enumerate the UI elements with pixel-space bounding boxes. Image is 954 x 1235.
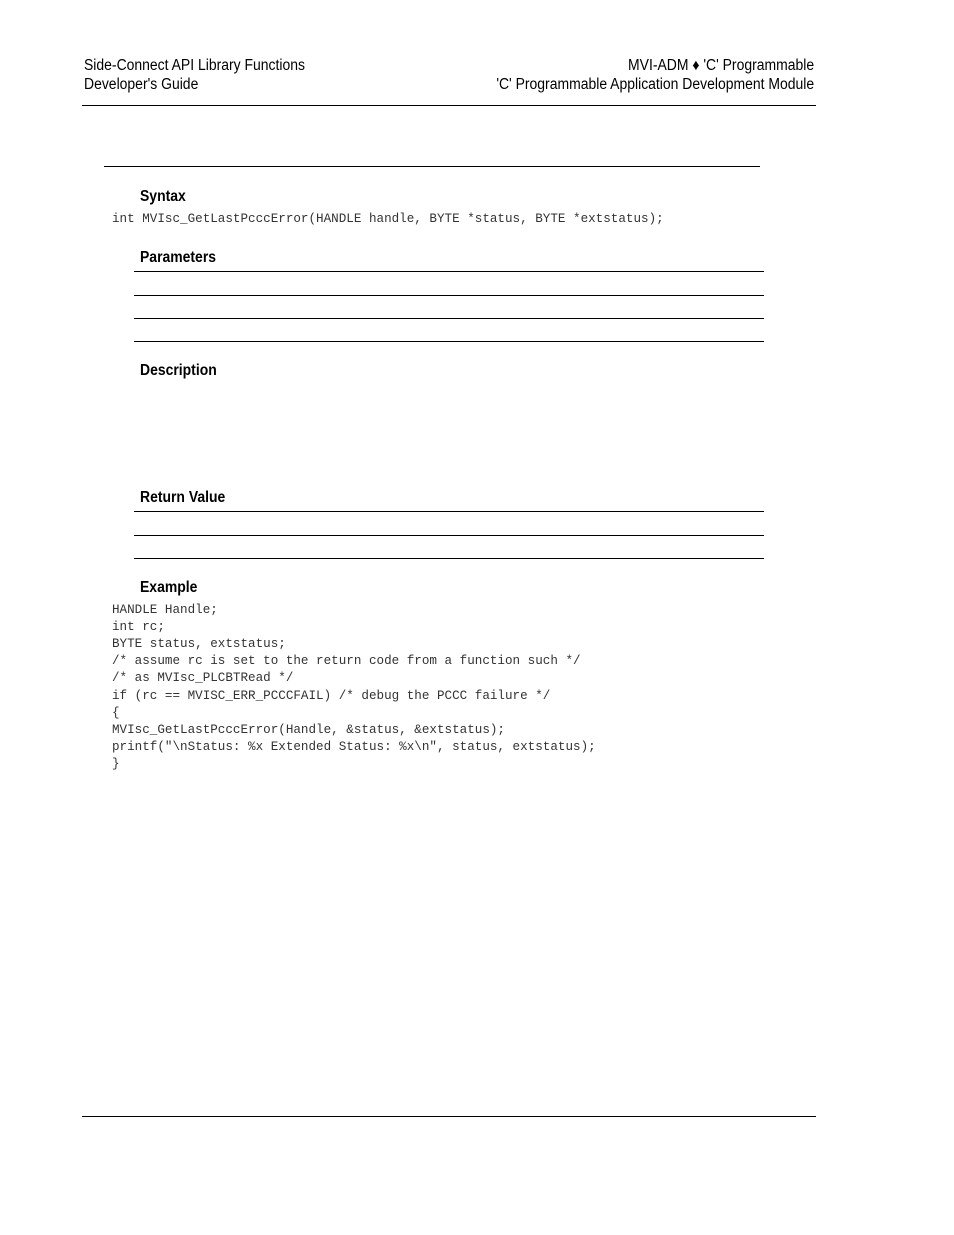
description-heading: Description (140, 362, 217, 379)
example-code-line: BYTE status, extstatus; (112, 637, 286, 651)
header-product-description: 'C' Programmable Application Development Module (496, 76, 814, 93)
return-value-heading: Return Value (140, 489, 226, 506)
example-heading: Example (140, 579, 198, 596)
header-divider (82, 105, 816, 106)
example-code-line: HANDLE Handle; (112, 603, 218, 617)
example-code-line: { (112, 706, 120, 720)
example-code-line: MVIsc_GetLastPcccError(Handle, &status, &extstatus); (112, 723, 505, 737)
example-code-line: printf("\nStatus: %x Extended Status: %x\n", status, extstatus); (112, 740, 596, 754)
function-heading-rule (104, 166, 760, 167)
return-value-table-rule (134, 535, 764, 536)
example-code-line: int rc; (112, 620, 165, 634)
syntax-code: int MVIsc_GetLastPcccError(HANDLE handle, BYTE *status, BYTE *extstatus); (112, 212, 664, 226)
syntax-heading: Syntax (140, 188, 186, 205)
parameters-table-rule (134, 318, 764, 319)
parameters-table-rule (134, 271, 764, 272)
page-header-right (496, 56, 814, 94)
header-doc-title: Side-Connect API Library Functions (84, 57, 305, 74)
return-value-table-rule (134, 558, 764, 559)
header-product-name: MVI-ADM ♦ 'C' Programmable (627, 57, 814, 74)
parameters-table-rule (134, 295, 764, 296)
parameters-table-rule (134, 341, 764, 342)
return-value-table-rule (134, 511, 764, 512)
example-code-line: /* as MVIsc_PLCBTRead */ (112, 671, 294, 685)
example-code-line: if (rc == MVISC_ERR_PCCCFAIL) /* debug the PCCC failure */ (112, 689, 551, 703)
example-code-line: /* assume rc is set to the return code from a function such */ (112, 654, 581, 668)
parameters-heading: Parameters (140, 249, 217, 266)
footer-divider (82, 1116, 816, 1117)
header-doc-subtitle: Developer's Guide (84, 76, 199, 93)
example-code-line: } (112, 757, 120, 771)
page-header-left (84, 56, 305, 94)
